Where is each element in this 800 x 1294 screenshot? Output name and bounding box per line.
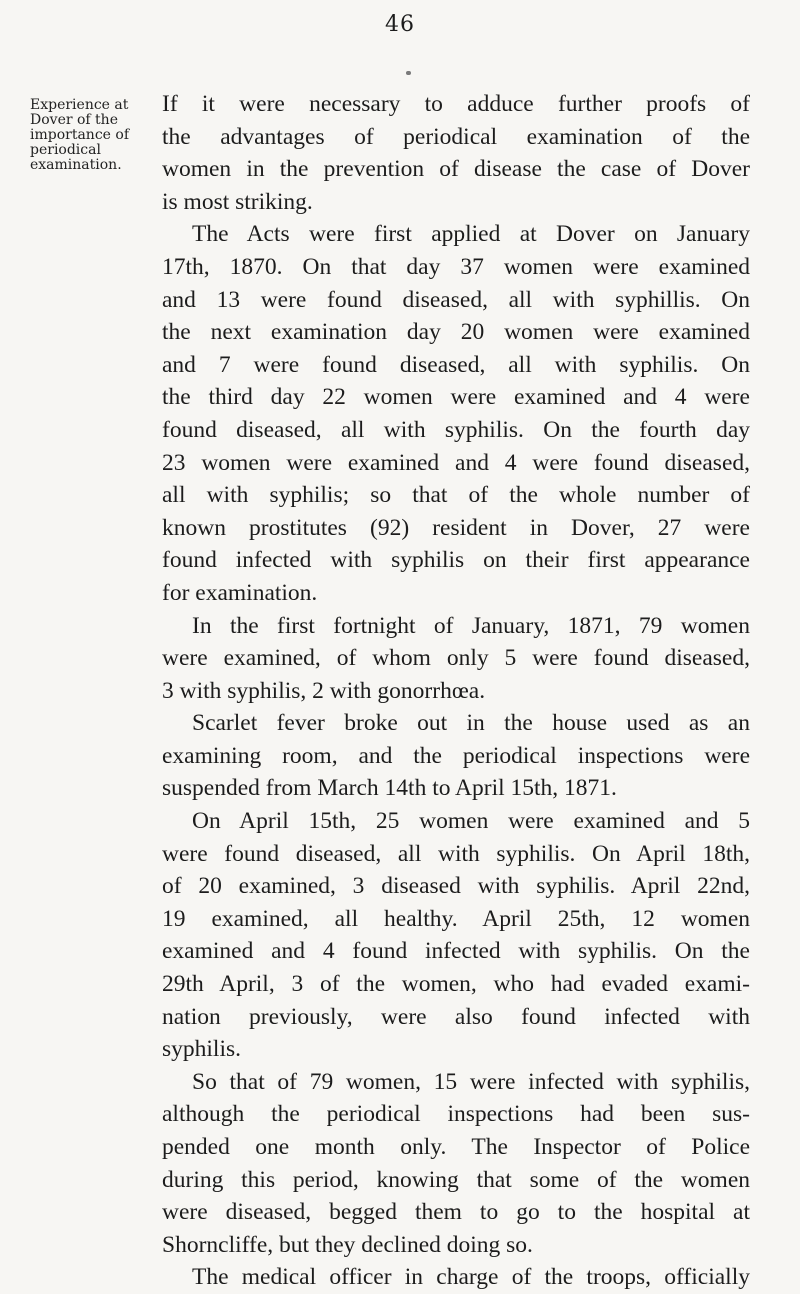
text-line: If it were necessary to adduce further proofs of <box>162 91 750 117</box>
text-line: The medical officer in charge of the troops, officially <box>192 1264 750 1291</box>
text-line: 3 with syphilis, 2 with gonorrhœa. <box>162 677 486 704</box>
text-line: of 20 examined, 3 diseased with syphilis. April 22nd, <box>162 873 750 900</box>
text-line: So that of 79 women, 15 were infected with syphilis, <box>192 1068 750 1095</box>
margin-note-line: Dover of the <box>30 112 118 128</box>
text-line: pended one month only. The Inspector of Police <box>162 1134 750 1160</box>
text-line: found diseased, all with syphilis. On the fourth day <box>162 416 750 443</box>
text-line: and 13 were found diseased, all with syphillis. On <box>162 286 750 313</box>
text-line: women in the prevention of disease the case of Dover <box>162 156 750 183</box>
margin-note <box>30 98 138 173</box>
text-line: In the first fortnight of January, 1871, 79 women <box>192 612 750 639</box>
text-line: is most striking. <box>162 188 313 215</box>
text-line: On April 15th, 25 women were examined and 5 <box>192 808 750 835</box>
text-line: were examined, of whom only 5 were found diseased, <box>162 645 750 672</box>
text-line: found infected with syphilis on their first appearance <box>162 547 750 574</box>
text-line: examining room, and the periodical inspections were <box>162 742 750 769</box>
text-line: syphilis. <box>162 1036 242 1063</box>
text-line: were found diseased, all with syphilis. On April 18th, <box>162 840 750 867</box>
text-line: for examination. <box>162 579 318 606</box>
text-line: 19 examined, all healthy. April 25th, 12 women <box>162 905 750 932</box>
text-line: 23 women were examined and 4 were found diseased, <box>162 449 750 476</box>
margin-note-line: examination. <box>30 157 122 173</box>
body-text <box>162 88 750 1294</box>
text-line: the next examination day 20 women were examined <box>162 319 750 346</box>
text-line: The Acts were first applied at Dover on January <box>192 221 750 248</box>
text-line: 17th, 1870. On that day 37 women were examined <box>162 253 750 280</box>
text-line: Shorncliffe, but they declined doing so. <box>162 1231 533 1258</box>
margin-note-line: periodical <box>30 142 101 158</box>
text-line: the advantages of periodical examination of the <box>162 123 750 150</box>
print-speck <box>406 71 411 75</box>
text-line: 29th April, 3 of the women, who had evaded exami- <box>162 971 750 998</box>
text-line: although the periodical inspections had been sus- <box>162 1101 750 1128</box>
margin-note-line: Experience at <box>30 97 129 113</box>
text-line: the third day 22 women were examined and 4 were <box>162 384 750 411</box>
page-number: 46 <box>385 12 415 37</box>
text-line: examined and 4 found infected with syphilis. On the <box>162 938 750 965</box>
text-line: suspended from March 14th to April 15th, 1871. <box>162 775 617 802</box>
text-line: were diseased, begged them to go to the hospital at <box>162 1199 750 1226</box>
text-line: known prostitutes (92) resident in Dover, 27 were <box>162 514 750 541</box>
text-line: and 7 were found diseased, all with syphilis. On <box>162 351 750 378</box>
text-line: nation previously, were also found infected with <box>162 1003 750 1030</box>
text-line: all with syphilis; so that of the whole number of <box>162 482 750 509</box>
text-line: during this period, knowing that some of the women <box>162 1166 750 1193</box>
margin-note-line: importance of <box>30 127 130 143</box>
text-line: Scarlet fever broke out in the house used as an <box>192 710 750 737</box>
